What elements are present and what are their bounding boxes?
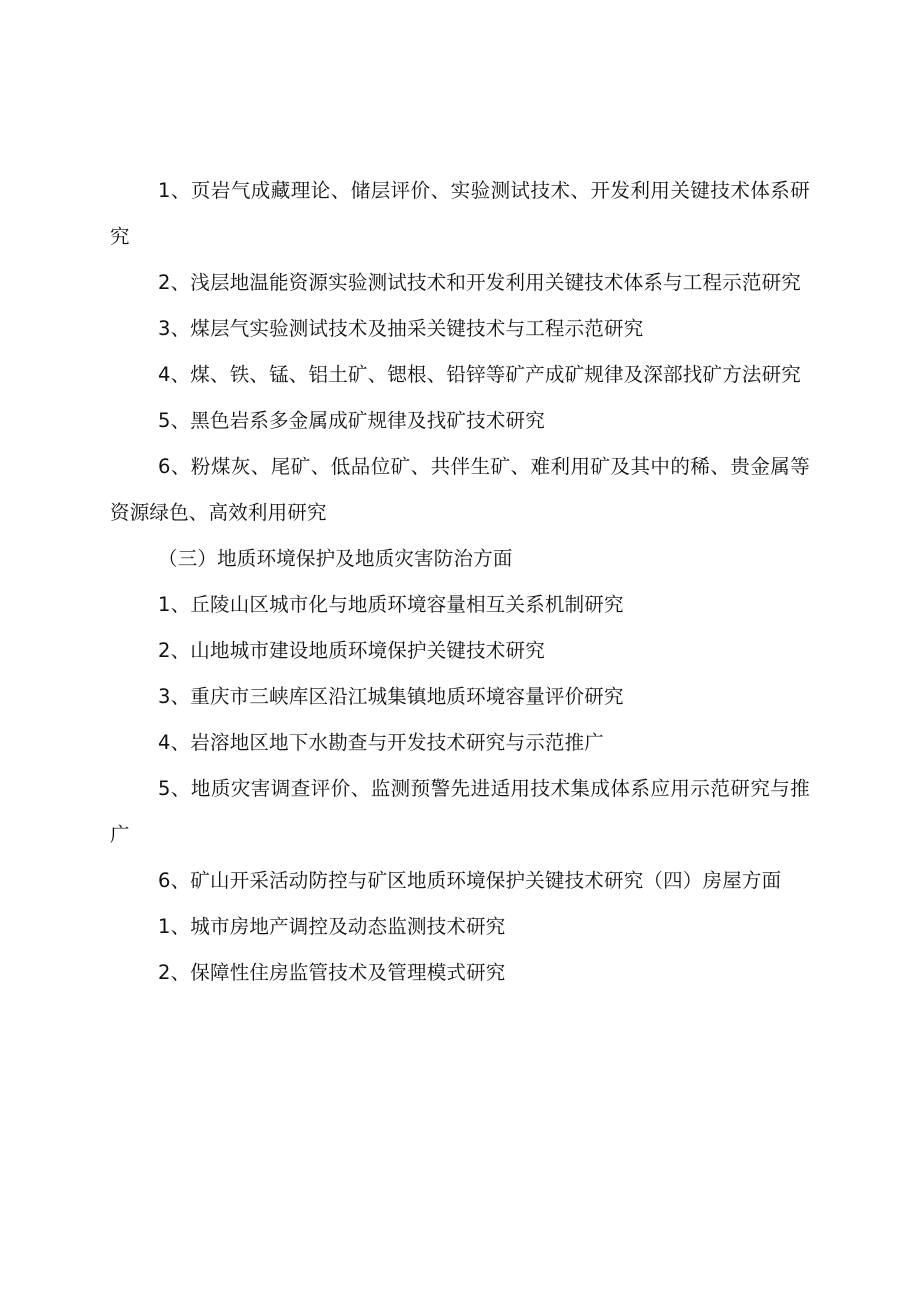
paragraph-three-gorges: 3、重庆市三峡库区沿江城集镇地质环境容量评价研究 [158, 685, 624, 708]
paragraph-shale-gas: 1、页岩气成藏理论、储层评价、实验测试技术、开发利用关键技术体系研究 [110, 179, 810, 248]
paragraph-black-rock-series: 5、黑色岩系多金属成矿规律及找矿技术研究 [158, 409, 545, 432]
paragraph-karst-groundwater: 4、岩溶地区地下水勘查与开发技术研究与示范推广 [158, 731, 605, 754]
paragraph-mountain-city: 2、山地城市建设地质环境保护关键技术研究 [158, 639, 545, 662]
paragraph-geothermal: 2、浅层地温能资源实验测试技术和开发利用关键技术体系与工程示范研究 [158, 271, 802, 294]
paragraph-mining-control: 6、矿山开采活动防控与矿区地质环境保护关键技术研究（四）房屋方面 [158, 869, 782, 892]
paragraph-real-estate: 1、城市房地产调控及动态监测技术研究 [158, 915, 506, 938]
section-heading-geological-environment: （三）地质环境保护及地质灾害防治方面 [158, 547, 513, 570]
paragraph-mineral-deposits: 4、煤、铁、锰、铝土矿、锶根、铅锌等矿产成矿规律及深部找矿方法研究 [158, 363, 802, 386]
paragraph-affordable-housing: 2、保障性住房监管技术及管理模式研究 [158, 961, 506, 984]
paragraph-geohazard: 5、地质灾害调查评价、监测预警先进适用技术集成体系应用示范研究与推广 [110, 777, 810, 846]
paragraph-resource-utilization: 6、粉煤灰、尾矿、低品位矿、共伴生矿、难利用矿及其中的稀、贵金属等资源绿色、高效利用研究 [110, 455, 810, 524]
paragraph-coalbed-methane: 3、煤层气实验测试技术及抽采关键技术与工程示范研究 [158, 317, 644, 340]
paragraph-urbanization: 1、丘陵山区城市化与地质环境容量相互关系机制研究 [158, 593, 624, 616]
document-body [110, 168, 810, 996]
